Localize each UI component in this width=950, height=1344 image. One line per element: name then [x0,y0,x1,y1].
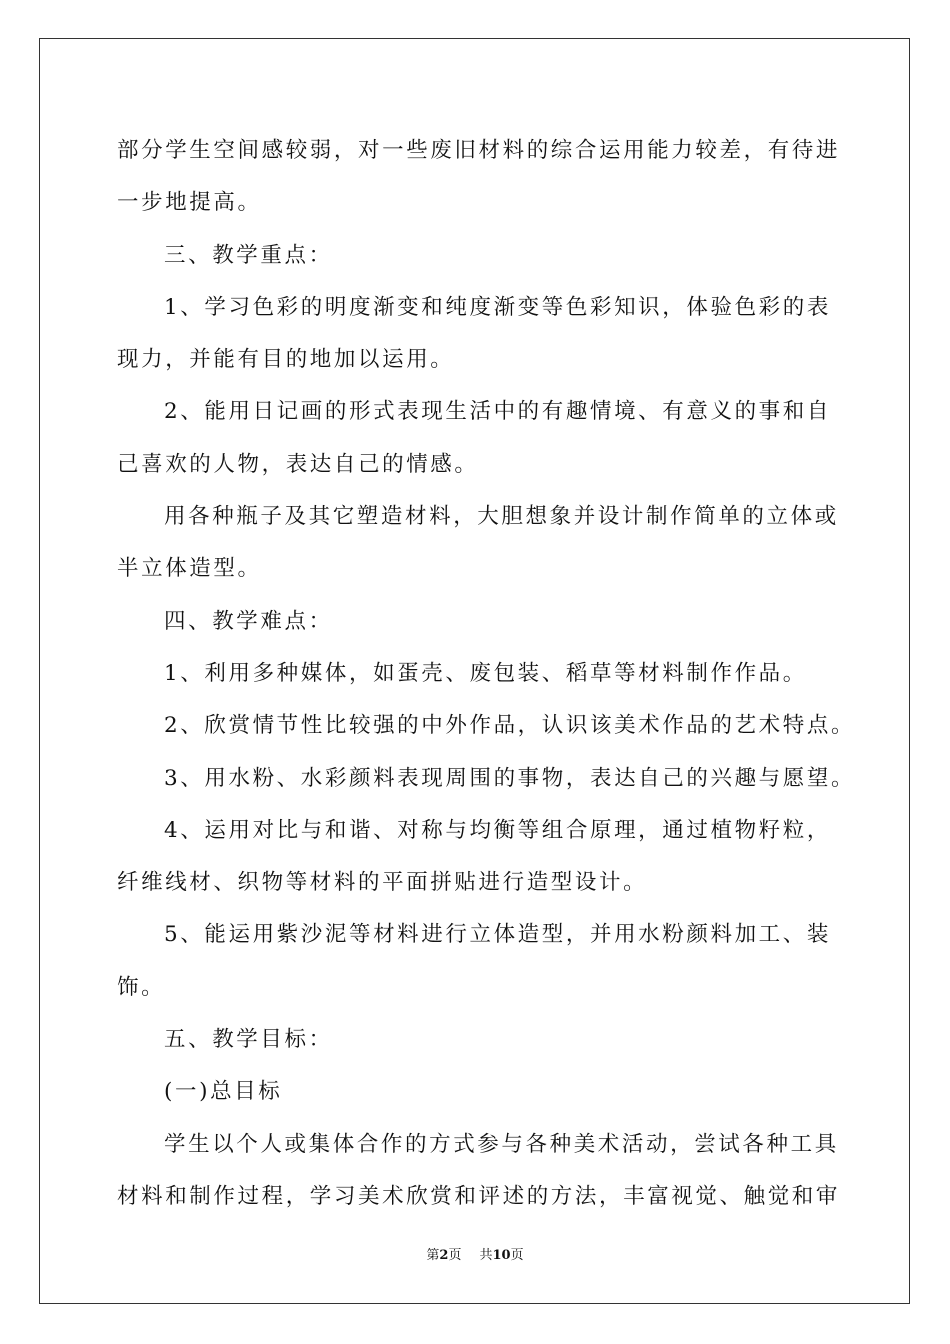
text-line: 2、能用日记画的形式表现生活中的有趣情境、有意义的事和自 [164,399,831,425]
text-line: 3、用水粉、水彩颜料表现周围的事物，表达自己的兴趣与愿望。 [164,765,856,791]
text-line: 四、教学难点： [164,608,333,634]
page-footer [0,1247,950,1265]
text-line: 学生以个人或集体合作的方式参与各种美术活动，尝试各种工具 [164,1131,839,1157]
text-line: 5、能运用紫沙泥等材料进行立体造型，并用水粉颜料加工、装 [164,922,831,948]
total-suffix: 页 [510,1248,524,1263]
page-number: 2 [439,1248,449,1263]
text-line: 4、运用对比与和谐、对称与均衡等组合原理，通过植物籽粒， [164,817,831,843]
text-line: 1、学习色彩的明度渐变和纯度渐变等色彩知识，体验色彩的表 [164,294,831,320]
text-line: 用各种瓶子及其它塑造材料，大胆想象并设计制作简单的立体或 [164,504,839,530]
text-line: 三、教学重点： [164,242,333,268]
text-line: (一)总目标 [164,1079,283,1105]
text-line: 纤维线材、织物等材料的平面拼贴进行造型设计。 [117,870,648,896]
text-line: 己喜欢的人物，表达自己的情感。 [117,451,479,477]
page-suffix: 页 [448,1248,462,1263]
text-line: 部分学生空间感较弱，对一些废旧材料的综合运用能力较差，有待进 [117,138,841,163]
total-pages: 10 [492,1248,511,1263]
document-body [117,125,856,1223]
page-prefix: 第 [426,1248,440,1263]
text-line: 现力，并能有目的地加以运用。 [117,347,455,373]
text-line: 2、欣赏情节性比较强的中外作品，认识该美术作品的艺术特点。 [164,713,856,739]
total-prefix: 共 [479,1248,493,1263]
text-line: 半立体造型。 [117,556,262,582]
text-line: 饰。 [117,974,166,1000]
text-line: 1、利用多种媒体，如蛋壳、废包装、稻草等材料制作作品。 [164,660,807,686]
text-line: 五、教学目标： [164,1027,333,1053]
text-line: 一步地提高。 [117,190,262,216]
text-line: 材料和制作过程，学习美术欣赏和评述的方法，丰富视觉、触觉和审 [117,1183,841,1209]
